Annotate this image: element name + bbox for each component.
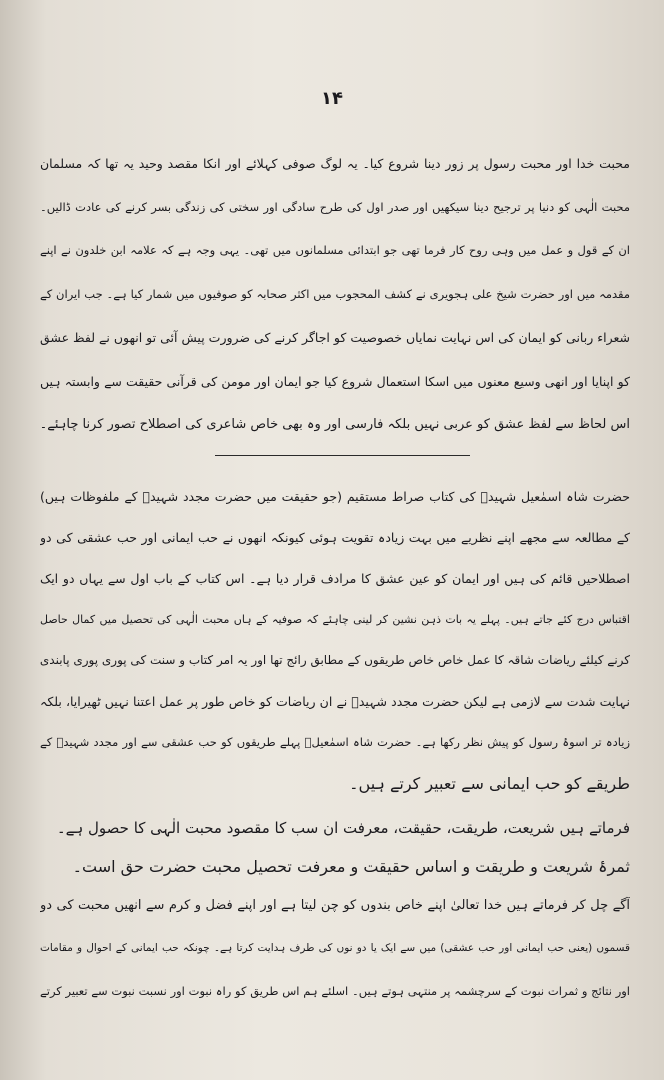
paragraph-two-kinds-of-love — [40, 895, 630, 1024]
text-line: محبت الٰہی کو دنیا پر ترجیح دینا سیکھیں اور صدر اول کی طرح سادگی اور سختی کی زندگی بسر کرنے کی عادت ڈالیں۔ — [40, 199, 630, 214]
text-line: کے مطالعہ سے مجھے اپنے نظریے میں بہت زیادہ تقویت ہوئی کیونکہ انھوں نے حب ایمانی اور حب عشقی کی دو — [40, 530, 630, 545]
text-line: مقدمہ میں اور حضرت شیخ علی ہجویری نے کشف المحجوب میں اکثر صحابہ کو صوفیوں میں شمار کیا ہے۔ جب ایران کے — [40, 286, 630, 301]
text-line: آگے چل کر فرماتے ہیں خدا تعالیٰ اپنے خاص بندوں کو چن لیتا ہے اور اپنے فضل و کرم سے انھیں محبت کی دو — [40, 898, 630, 913]
persian-quote-line: ثمرۂ شریعت و طریقت و اساس حقیقت و معرفت تحصیل محبت حضرت حق است۔ — [72, 857, 630, 876]
section-divider — [215, 455, 470, 456]
page-number: ۱۴ — [321, 88, 343, 109]
text-line: اس لحاظ سے لفظ عشق کو عربی نہیں بلکہ فارسی اور وہ بھی خاص شاعری کی اصطلاح تصور کرنا چاہئے۔ — [40, 417, 630, 432]
paragraph-quotation — [40, 818, 630, 894]
text-line: طریقے کو حب ایمانی سے تعبیر کرتے ہیں۔ — [349, 774, 630, 793]
text-line: نہایت شدت سے لازمی ہے لیکن حضرت مجدد شہیدؒ نے ان ریاضات کو خاص طور پر عمل اعتنا نہیں ٹھیرایا، بلکہ — [40, 694, 630, 709]
text-line: فرماتے ہیں شریعت، طریقت، حقیقت، معرفت ان سب کا مقصود محبت الٰہی کا حصول ہے۔ — [56, 819, 630, 837]
text-line: اور نتائج و ثمرات نبوت کے سرچشمہ پر منتہی ہوتے ہیں۔ اسلئے ہم اس طریق کو راہ نبوت اور نسبت نبوت سے تعبیر کرتے — [40, 984, 630, 998]
text-line: زیادہ تر اسوۂ رسول کو پیش نظر رکھا ہے۔ حضرت شاہ اسمٰعیلؒ پہلے طریقوں کو حب عشقی سے اور مجدد شہیدؒ کے — [40, 735, 630, 749]
paragraph-sufi-love — [40, 153, 630, 458]
text-line: کو اپنایا اور انھی وسیع معنوں میں اسکا استعمال شروع کیا جو ایمان اور مومن کی قرآنی حقیقت سے وابستہ ہیں — [40, 373, 630, 389]
paragraph-sirat-mustaqim — [40, 486, 630, 814]
text-line: قسموں (یعنی حب ایمانی اور حب عشقی) میں سے ایک یا دو نوں کی طرف ہدایت کرتا ہے۔ چونکہ حب ایمانی کے احوال و مقامات — [40, 942, 630, 954]
text-line: کرنے کیلئے ریاضات شاقہ کا عمل خاص خاص طریقوں کے مطابق رائج تھا اور یہ امر کتاب و سنت کی پوری پوری پابندی — [40, 653, 630, 667]
text-line: شعراء ربانی کو ایمان کی اس نہایت نمایاں خصوصیت کو اجاگر کرنے کی ضرورت پیش آئی تو انھوں نے لفظ عشق — [40, 330, 630, 345]
text-line: محبت خدا اور محبت رسول پر زور دینا شروع کیا۔ یہ لوگ صوفی کہلائے اور انکا مقصد وحید یہ تھا کہ مسلمان — [40, 156, 630, 171]
text-line: اصطلاحیں قائم کی ہیں اور ایمان کو عین عشق کا مرادف قرار دیا ہے۔ اس کتاب کے باب اول سے یہاں دو ایک — [40, 571, 630, 586]
text-line: حضرت شاہ اسمٰعیل شہیدؒ کی کتاب صراط مستقیم (جو حقیقت میں حضرت مجدد شہیدؒ کے ملفوظات ہیں) — [40, 489, 630, 504]
text-line: اقتباس درج کئے جاتے ہیں۔ پہلے یہ بات ذہن نشین کر لینی چاہئے کہ صوفیہ کے ہاں محبت الٰہی کی تحصیل میں کمال حاصل — [40, 613, 630, 626]
text-line: ان کے قول و عمل میں وہی روح کار فرما تھی جو ابتدائی مسلمانوں میں تھی۔ یہی وجہ ہے کہ علامہ ابن خلدون نے اپنے — [40, 243, 630, 257]
